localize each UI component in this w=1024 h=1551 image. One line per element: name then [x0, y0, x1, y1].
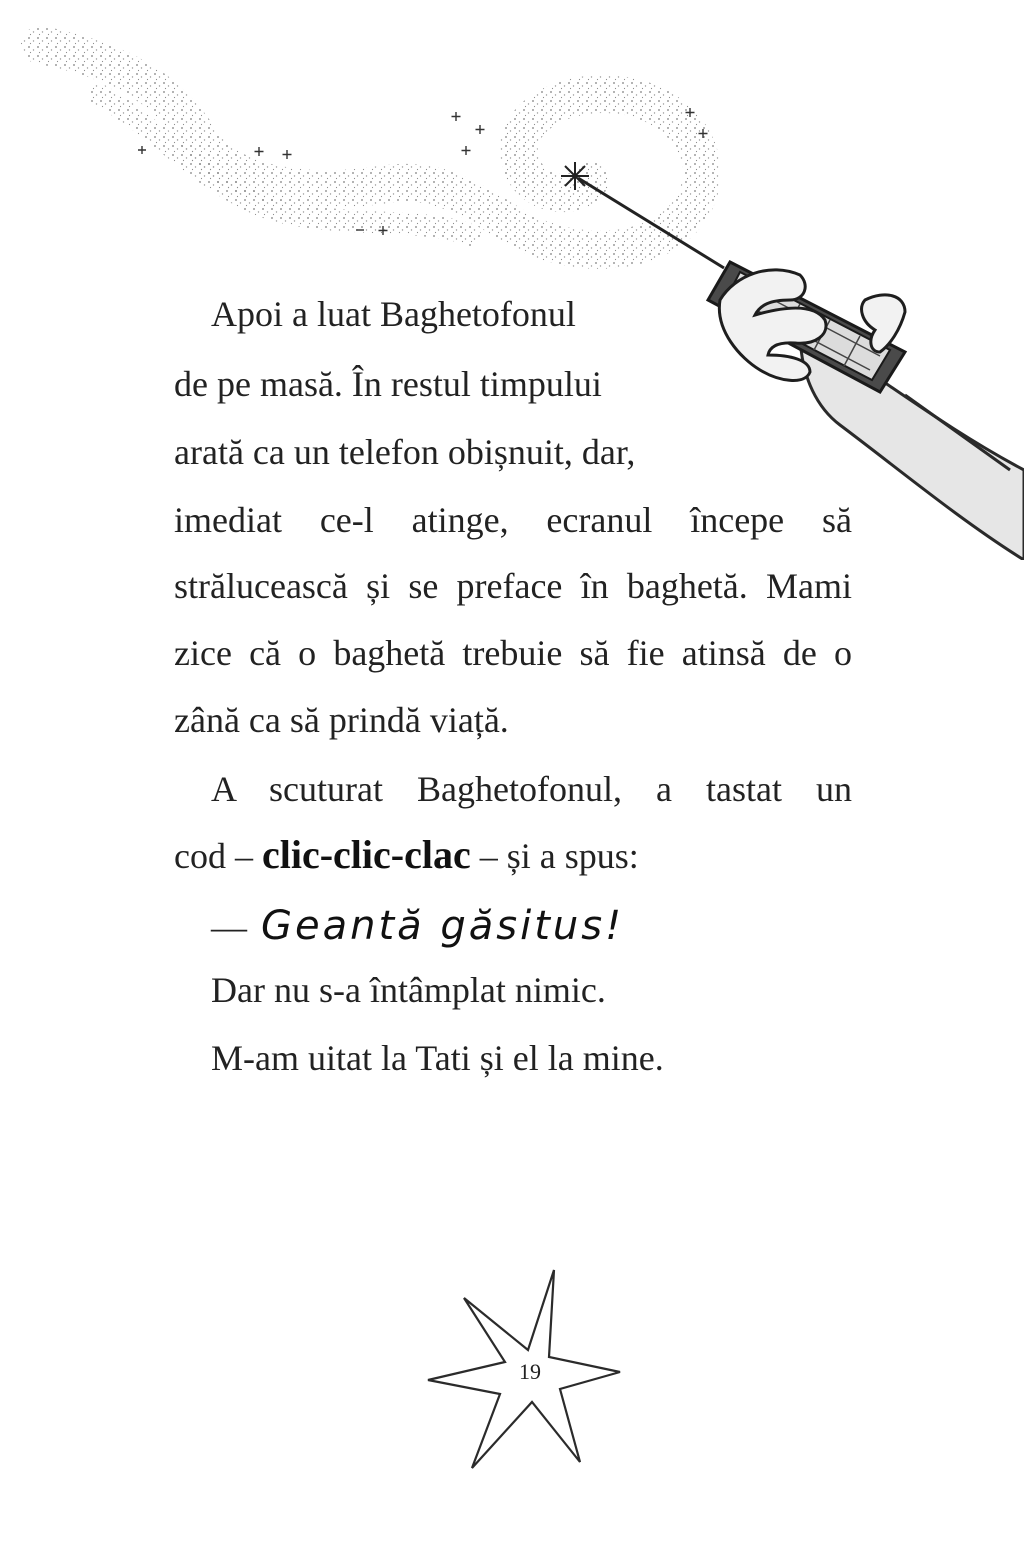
paragraph-line: zice că o baghetă trebuie să fie atinsă de o [174, 633, 852, 673]
spell-line [211, 894, 624, 958]
paragraph-line: Apoi a luat Baghetofonul [211, 294, 576, 334]
text-run: – și a spus: [470, 836, 639, 876]
paragraph-line: A scuturat Baghetofonul, a tastat un [211, 769, 852, 809]
paragraph-line: M-am uitat la Tati și el la mine. [211, 1038, 664, 1078]
paragraph-line: arată ca un telefon obișnuit, dar, [174, 432, 636, 472]
paragraph-line: zână ca să prindă viață. [174, 700, 509, 740]
spell-text: Geantă găsitus! [261, 903, 625, 949]
paragraph-line [174, 827, 639, 883]
paragraph-line: de pe masă. În restul timpului [174, 364, 602, 404]
text-run: cod – [174, 836, 262, 876]
dialogue-dash: — [211, 907, 247, 947]
paragraph-line: strălucească și se preface în baghetă. Mami [174, 566, 852, 606]
sound-effect: clic-clic-clac [261, 832, 471, 877]
page-number: 19 [519, 1359, 541, 1384]
paragraph-line: Dar nu s-a întâmplat nimic. [211, 970, 606, 1010]
paragraph-line: imediat ce-l atinge, ecranul începe să [174, 500, 852, 540]
